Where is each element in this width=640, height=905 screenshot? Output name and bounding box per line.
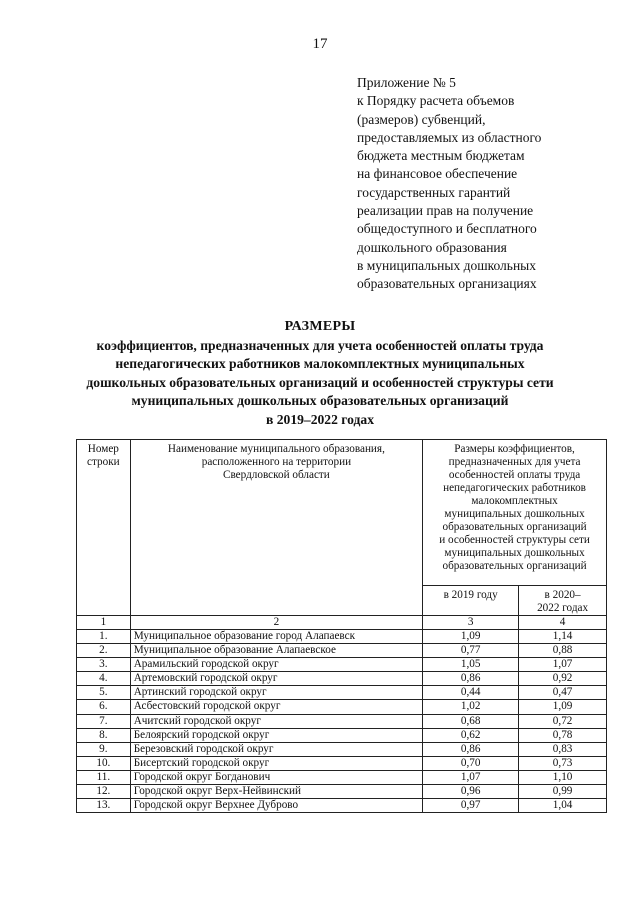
table-row (77, 799, 607, 813)
coefficient-2020-2022: 0,73 (519, 756, 607, 770)
coefficient-2020-2022: 0,83 (519, 742, 607, 756)
table-row (77, 756, 607, 770)
header-text: малокомплектных (471, 495, 558, 507)
coefficient-2020-2022: 1,04 (519, 799, 607, 813)
coefficient-2019: 0,68 (423, 714, 519, 728)
appendix-line: предоставляемых из областного (357, 129, 542, 145)
title-line: в 2019–2022 годах (265, 411, 375, 427)
table-row (77, 630, 607, 644)
header-text: и особенностей структуры сети (439, 534, 590, 546)
table-row (77, 644, 607, 658)
title-line: дошкольных образовательных организаций и особенностей структуры сети (86, 374, 554, 390)
coefficient-2020-2022: 0,99 (519, 785, 607, 799)
header-year-2019 (423, 586, 519, 616)
appendix-line: в муниципальных дошкольных (357, 257, 536, 273)
table-row (77, 728, 607, 742)
title-line: коэффициентов, предназначенных для учета особенностей оплаты труда (96, 337, 544, 353)
coefficient-2019: 0,86 (423, 742, 519, 756)
coefficient-2019: 0,44 (423, 686, 519, 700)
header-text: особенностей оплаты труда (448, 469, 581, 481)
coefficient-2019: 1,05 (423, 658, 519, 672)
header-text: расположенного на территории (201, 456, 352, 468)
coefficient-2019: 1,09 (423, 630, 519, 644)
header-row-number (77, 440, 131, 616)
header-coefficients (423, 440, 607, 586)
header-text: строки (87, 456, 120, 468)
coefficient-2020-2022: 1,09 (519, 700, 607, 714)
header-text: образовательных организаций (442, 560, 587, 572)
title-heading: РАЗМЕРЫ (284, 319, 356, 334)
municipality-name: Асбестовский городской округ (130, 700, 422, 714)
header-text: Наименование муниципального образования, (167, 443, 385, 455)
municipality-name: Арамильский городской округ (130, 658, 422, 672)
header-text: 2022 годах (537, 602, 589, 614)
municipality-name: Городской округ Верхнее Дуброво (130, 799, 422, 813)
coefficient-2020-2022: 0,92 (519, 672, 607, 686)
row-number: 4. (77, 672, 131, 686)
coefficient-2019: 0,70 (423, 756, 519, 770)
municipality-name: Ачитский городской округ (130, 714, 422, 728)
header-text: Номер (87, 443, 119, 455)
row-number: 8. (77, 728, 131, 742)
row-number: 3. (77, 658, 131, 672)
municipality-name: Муниципальное образование город Алапаевск (130, 630, 422, 644)
municipality-name: Городской округ Верх-Нейвинский (130, 785, 422, 799)
row-number: 10. (77, 756, 131, 770)
header-text: образовательных организаций (442, 521, 587, 533)
row-number: 7. (77, 714, 131, 728)
municipality-name: Березовский городской округ (130, 742, 422, 756)
page-number: 17 (312, 36, 328, 52)
header-text: непедагогических работников (443, 482, 586, 494)
table-row (77, 658, 607, 672)
row-number: 12. (77, 785, 131, 799)
table-row (77, 770, 607, 784)
appendix-line: реализации прав на получение (357, 203, 534, 219)
column-number: 3 (423, 616, 519, 630)
title-line: непедагогических работников малокомплектных муниципальных (115, 356, 525, 372)
coefficient-2020-2022: 0,47 (519, 686, 607, 700)
header-text: Размеры коэффициентов, (454, 443, 575, 455)
table-row (77, 700, 607, 714)
coefficients-table (76, 439, 607, 813)
coefficient-2020-2022: 0,72 (519, 714, 607, 728)
table-row (77, 714, 607, 728)
appendix-line: образовательных организациях (357, 276, 537, 292)
appendix-line: общедоступного и бесплатного (357, 221, 537, 237)
column-number-row (77, 616, 607, 630)
row-number: 9. (77, 742, 131, 756)
coefficient-2019: 0,97 (423, 799, 519, 813)
table-row (77, 672, 607, 686)
coefficient-2019: 1,02 (423, 700, 519, 714)
coefficient-2020-2022: 1,14 (519, 630, 607, 644)
document-title (40, 318, 600, 430)
header-text: Свердловской области (223, 469, 330, 481)
municipality-name: Артинский городской округ (130, 686, 422, 700)
coefficient-2019: 0,77 (423, 644, 519, 658)
coefficient-2020-2022: 1,07 (519, 658, 607, 672)
header-text: муниципальных дошкольных (444, 508, 585, 520)
appendix-line: к Порядку расчета объемов (357, 93, 515, 109)
appendix-line: государственных гарантий (357, 184, 511, 200)
table-row (77, 742, 607, 756)
table-row (77, 686, 607, 700)
header-text: в 2019 году (443, 589, 498, 601)
municipality-name: Муниципальное образование Алапаевское (130, 644, 422, 658)
coefficient-2019: 0,86 (423, 672, 519, 686)
appendix-line: на финансовое обеспечение (357, 166, 518, 182)
coefficient-2019: 0,62 (423, 728, 519, 742)
appendix-line: (размеров) субвенций, (357, 111, 486, 127)
municipality-name: Бисертский городской округ (130, 756, 422, 770)
header-text: в 2020– (544, 589, 581, 601)
header-year-2020-2022 (519, 586, 607, 616)
appendix-line: бюджета местным бюджетам (357, 148, 525, 164)
header-municipality-name (130, 440, 422, 616)
appendix-line: Приложение № 5 (357, 75, 456, 90)
table-row (77, 785, 607, 799)
header-text: муниципальных дошкольных (444, 547, 585, 559)
title-line: муниципальных дошкольных образовательных организаций (131, 393, 509, 409)
row-number: 2. (77, 644, 131, 658)
municipality-name: Белоярский городской округ (130, 728, 422, 742)
row-number: 11. (77, 770, 131, 784)
column-number: 4 (519, 616, 607, 630)
coefficient-2019: 0,96 (423, 785, 519, 799)
appendix-line: дошкольного образования (357, 239, 507, 255)
row-number: 13. (77, 799, 131, 813)
column-number: 2 (130, 616, 422, 630)
coefficient-2020-2022: 0,88 (519, 644, 607, 658)
municipality-name: Городской округ Богданович (130, 770, 422, 784)
municipality-name: Артемовский городской округ (130, 672, 422, 686)
header-text: предназначенных для учета (448, 456, 581, 468)
row-number: 1. (77, 630, 131, 644)
coefficient-2019: 1,07 (423, 770, 519, 784)
coefficient-2020-2022: 0,78 (519, 728, 607, 742)
row-number: 6. (77, 700, 131, 714)
appendix-note (357, 74, 627, 294)
coefficient-2020-2022: 1,10 (519, 770, 607, 784)
table-body (77, 630, 607, 813)
column-number: 1 (77, 616, 131, 630)
row-number: 5. (77, 686, 131, 700)
